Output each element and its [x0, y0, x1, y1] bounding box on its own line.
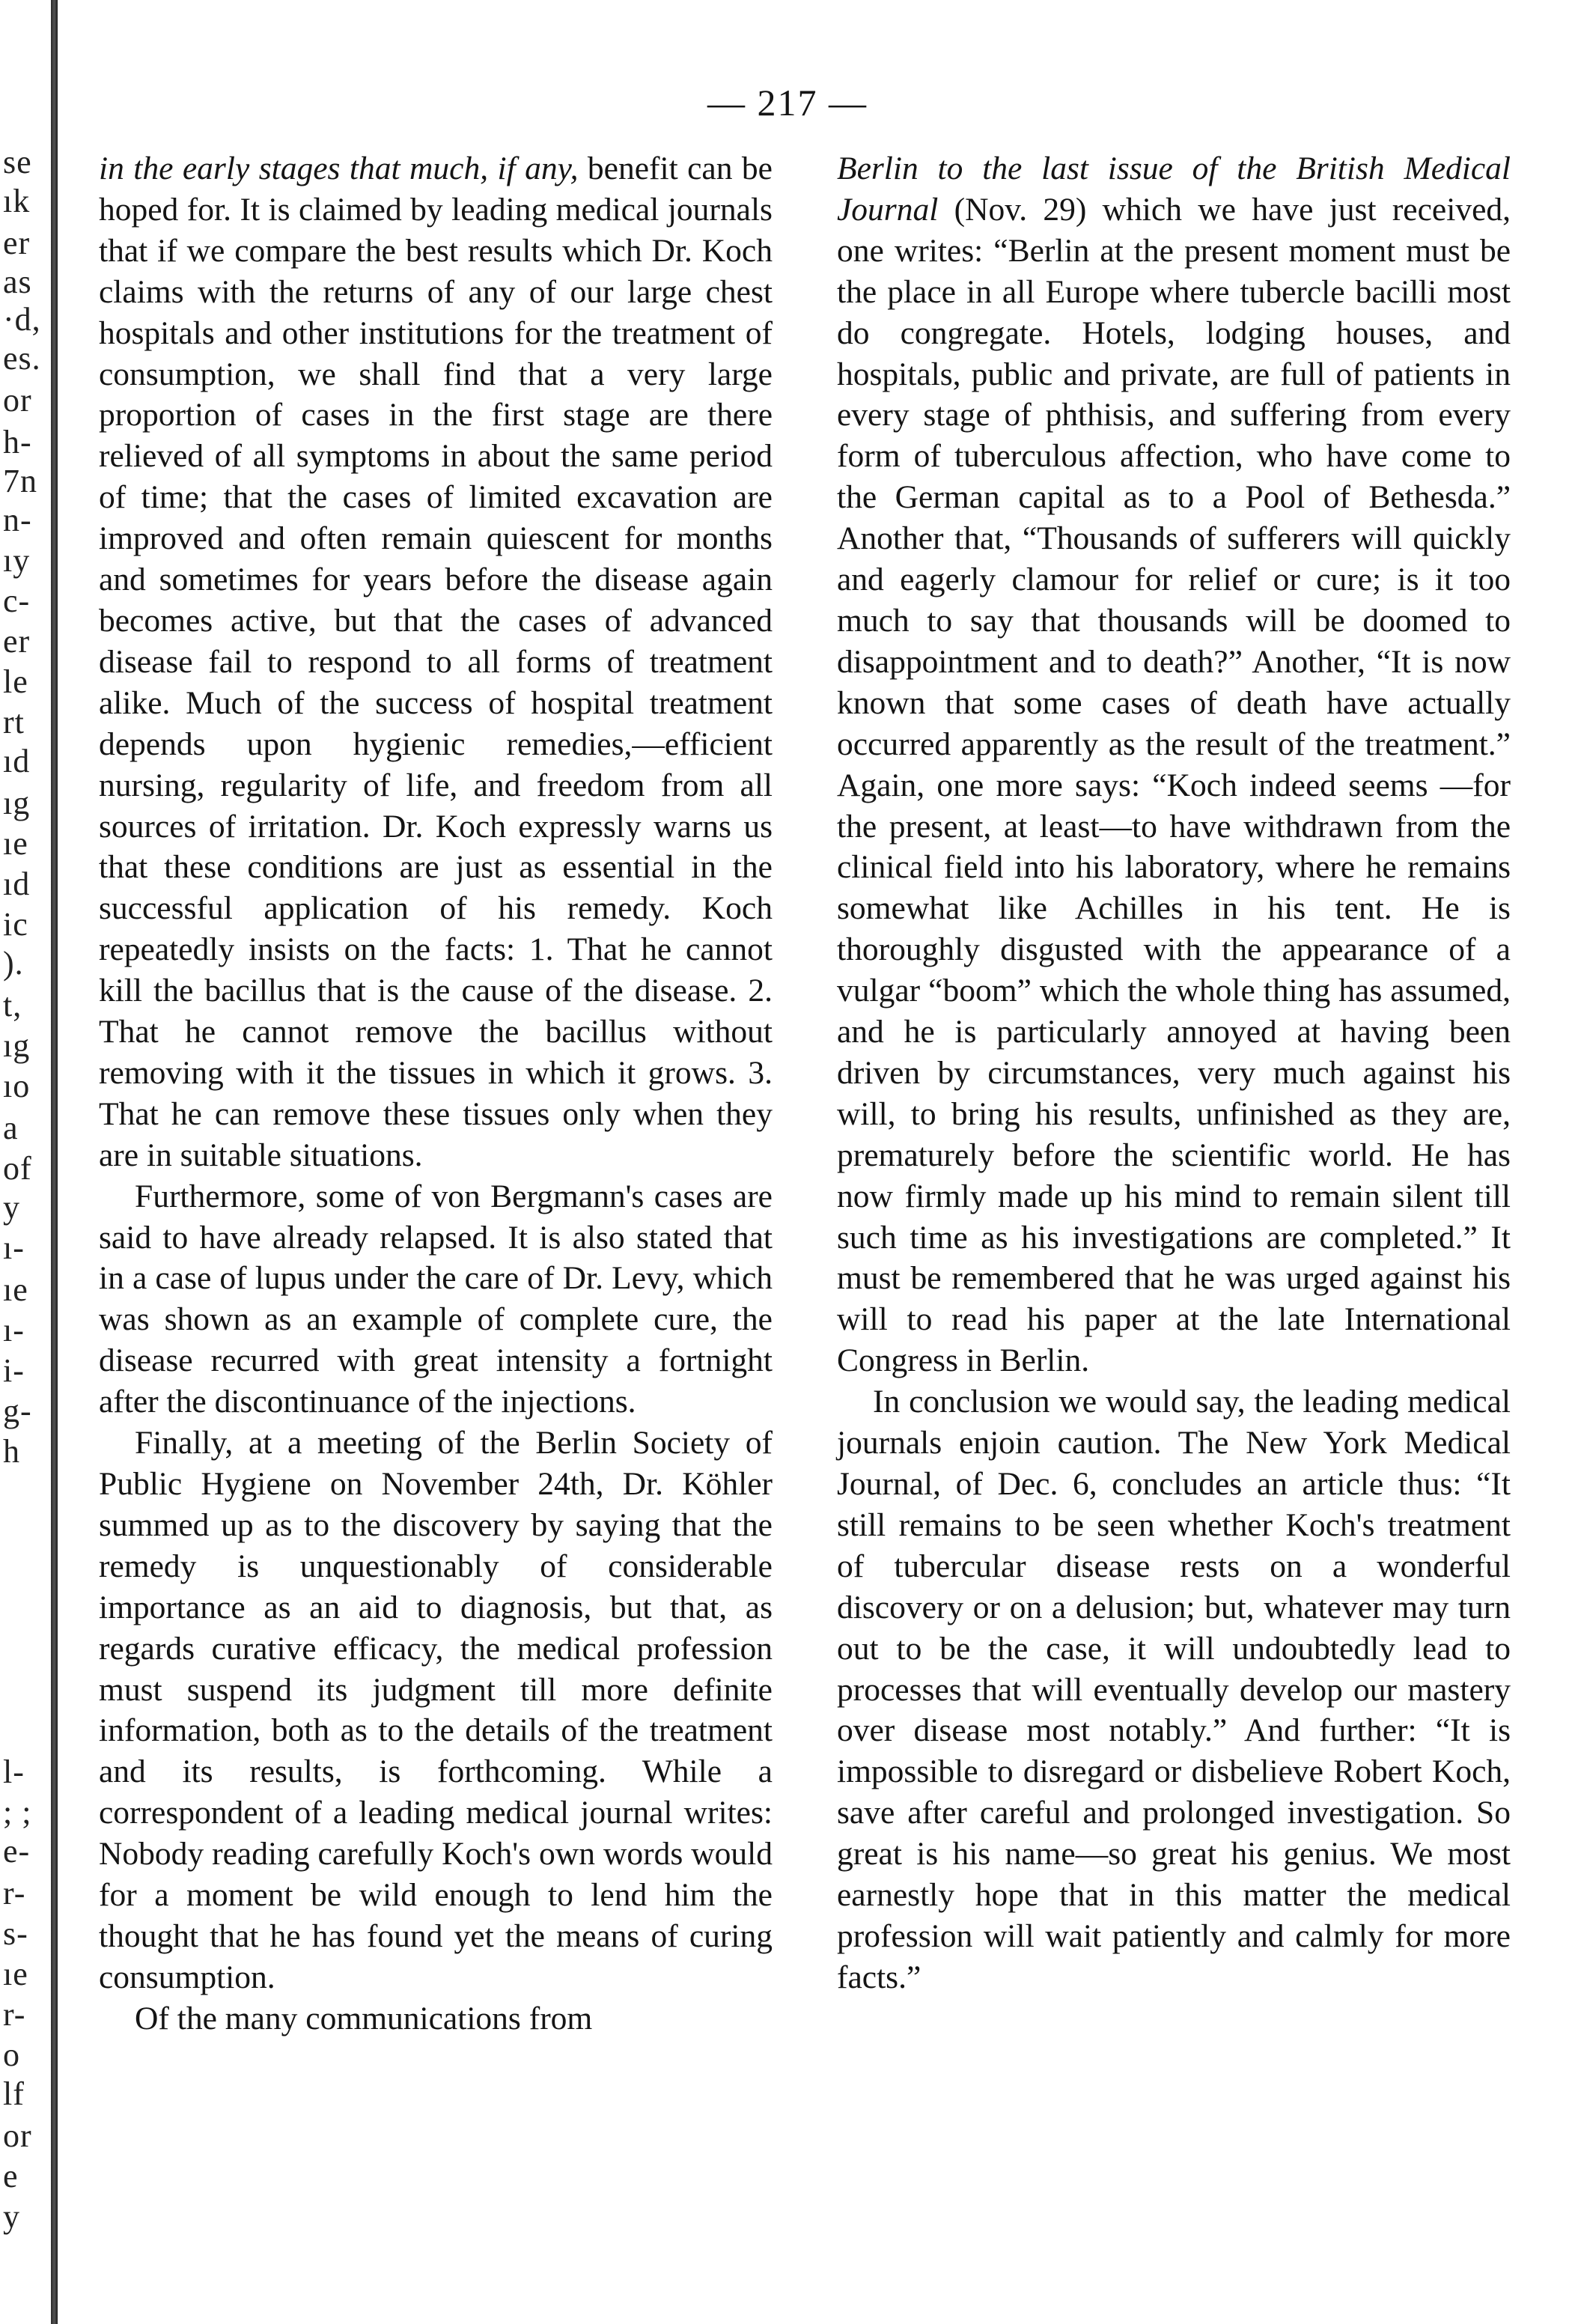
margin-fragment: h-: [3, 424, 32, 460]
margin-fragment: ic: [3, 906, 28, 943]
margin-fragment: es.: [3, 340, 41, 377]
margin-fragment: l-: [3, 1753, 25, 1790]
margin-fragment: a: [3, 1110, 19, 1146]
paragraph: Finally, at a meeting of the Berlin Society of Public Hygiene on November 24th, Dr. Köhler summed up as to the discovery by saying that the remedy is unquestionably of considerable importance as an aid to diagnosis, but that, as regards curative efficacy, the medical profession must suspend its judgment till more definite information, both as to the details of the treatment and its results, is forthcoming. While a correspondent of a leading medical journal writes: Nobody reading carefully Koch's own words would for a moment be wild enough to lend him the thought that he has found yet the means of curing consumption.: [99, 1425, 773, 1995]
paragraph: In conclusion we would say, the leading medical journals enjoin caution. The New York Medical Journal, of Dec. 6, concludes an article thus: “It still remains to be seen whether Koch's treatment of tubercular disease rests on a wonderful discovery or on a delusion; but, whatever may turn out to be the case, it will undoubtedly lead to processes that will eventually develop our mastery over disease most notably.” And further: “It is impossible to disregard or disbelieve Robert Koch, save after careful and prolonged investigation. So great is his name—so great his genius. We most earnestly hope that in this matter the medical profession will wait patiently and calmly for more facts.”: [837, 1384, 1511, 1995]
margin-fragment: or: [3, 2117, 32, 2154]
margin-fragment: 7n: [3, 463, 37, 499]
paragraph: [99, 148, 773, 1176]
paragraph: Furthermore, some of von Bergmann's cases are said to have already relapsed. It is also stated that in a case of lupus under the care of Dr. Levy, which was shown as an example of complete cure, the disease recurred with great intensity a fortnight after the discontinuance of the injections.: [99, 1178, 773, 1420]
margin-fragment: ; ;: [3, 1794, 32, 1831]
margin-fragment: y: [3, 2198, 20, 2235]
margin-fragment: e: [3, 2158, 19, 2194]
margin-fragment: rt: [3, 704, 25, 740]
margin-fragment: e-: [3, 1833, 31, 1870]
margin-fragment: y: [3, 1189, 20, 1226]
margin-fragment: ıg: [3, 785, 31, 821]
margin-fragment: s-: [3, 1915, 28, 1952]
margin-fragment: ıo: [3, 1068, 31, 1104]
margin-fragment: r-: [3, 1875, 26, 1911]
margin-fragment: er: [3, 225, 31, 261]
margin-fragment: h: [3, 1433, 20, 1470]
margin-fragment: t,: [3, 987, 22, 1023]
margin-fragment: i-: [3, 1352, 25, 1389]
paragraph: [837, 148, 1511, 1381]
margin-fragment: ıe: [3, 1271, 28, 1308]
binding-edge-bar: [51, 0, 58, 2324]
margin-fragment: r-: [3, 1996, 26, 2033]
margin-fragment: ıg: [3, 1027, 31, 1064]
italic-lead-text: in the early stages that much, if any,: [99, 150, 579, 186]
margin-fragment: er: [3, 623, 31, 660]
margin-fragment: c-: [3, 582, 31, 619]
margin-fragment: ıy: [3, 542, 31, 579]
margin-fragment: ıd: [3, 743, 31, 779]
margin-fragment: ıd: [3, 866, 31, 902]
margin-fragment: n-: [3, 502, 32, 538]
margin-fragment: ık: [3, 183, 31, 219]
left-text-column: [99, 148, 773, 2039]
paragraph-text: benefit can be hoped for. It is claimed by leading medical journals that if we compare the best results which Dr. Koch claims with the returns of any of our large chest hospitals and other institutions for the treatment of consumption, we shall find that a very large proportion of cases in the first stage are there relieved of all symptoms in about the same period of time; that the cases of limited excavation are improved and often remain quiescent for months and sometimes for years before the disease again becomes active, but that the cases of advanced disease fail to respond to all forms of treatment alike. Much of the success of hospital treatment depends upon hygienic remedies,—efficient nursing, regularity of life, and freedom from all sources of irritation. Dr. Koch expressly warns us that these conditions are just as essential in the successful application of his remedy. Koch repeatedly insists on the facts: 1. That he cannot kill the bacillus that is the cause of the disease. 2. That he cannot remove the bacillus without removing with it the tissues in which it grows. 3. That he can remove these tissues only when they are in suitable situations.: [99, 150, 773, 1173]
margin-fragment: ı-: [3, 1229, 25, 1266]
margin-fragment: ıe: [3, 1956, 28, 1992]
margin-fragment: or: [3, 382, 32, 419]
margin-fragment: g-: [3, 1393, 32, 1429]
margin-fragment: ı-: [3, 1312, 25, 1348]
margin-fragment: se: [3, 144, 32, 180]
margin-fragment: of: [3, 1150, 32, 1187]
margin-fragment: ).: [3, 945, 24, 982]
right-text-column: [837, 148, 1511, 1998]
margin-fragment: ıe: [3, 825, 28, 862]
margin-fragment: ·d,: [3, 301, 41, 338]
margin-fragment: lf: [3, 2075, 25, 2112]
paragraph-text: (Nov. 29) which we have just received, one writes: “Berlin at the present moment must be the place in all Europe where tubercle bacilli most do congregate. Hotels, lodging houses, and hospitals, public and private, are full of patients in every stage of phthisis, and suffering from every form of tuberculous affection, who have come to the German capital as to a Pool of Bethesda.” Another that, “Thousands of sufferers will quickly and eagerly clamour for relief or cure; is it too much to say that thousands will be doomed to disappointment and to death?” Another, “It is now known that some cases of death have actually occurred apparently as the result of the treatment.” Again, one more says: “Koch indeed seems —for the present, at least—to have withdrawn from the clinical field into his laboratory, where he remains somewhat like Achilles in his tent. He is thoroughly disgusted with the appearance of a vulgar “boom” which the whole thing has assumed, and he is particularly annoyed at having been driven by circumstances, very much against his will, to bring his results, unfinished as they are, prematurely before the scientific world. He has now firmly made up his mind to remain silent till such time as his investigations are completed.” It must be remembered that he was urged against his will to read his paper at the late International Congress in Berlin.: [837, 191, 1511, 1379]
page-number: — 217 —: [707, 82, 868, 124]
margin-fragment: le: [3, 663, 28, 700]
margin-fragment: o: [3, 2036, 20, 2073]
italic-lead-text: Berlin to the last issue of the British Medical Journal: [837, 150, 1511, 228]
paragraph: Of the many communications from: [135, 2000, 593, 2036]
margin-fragment: as: [3, 264, 32, 300]
